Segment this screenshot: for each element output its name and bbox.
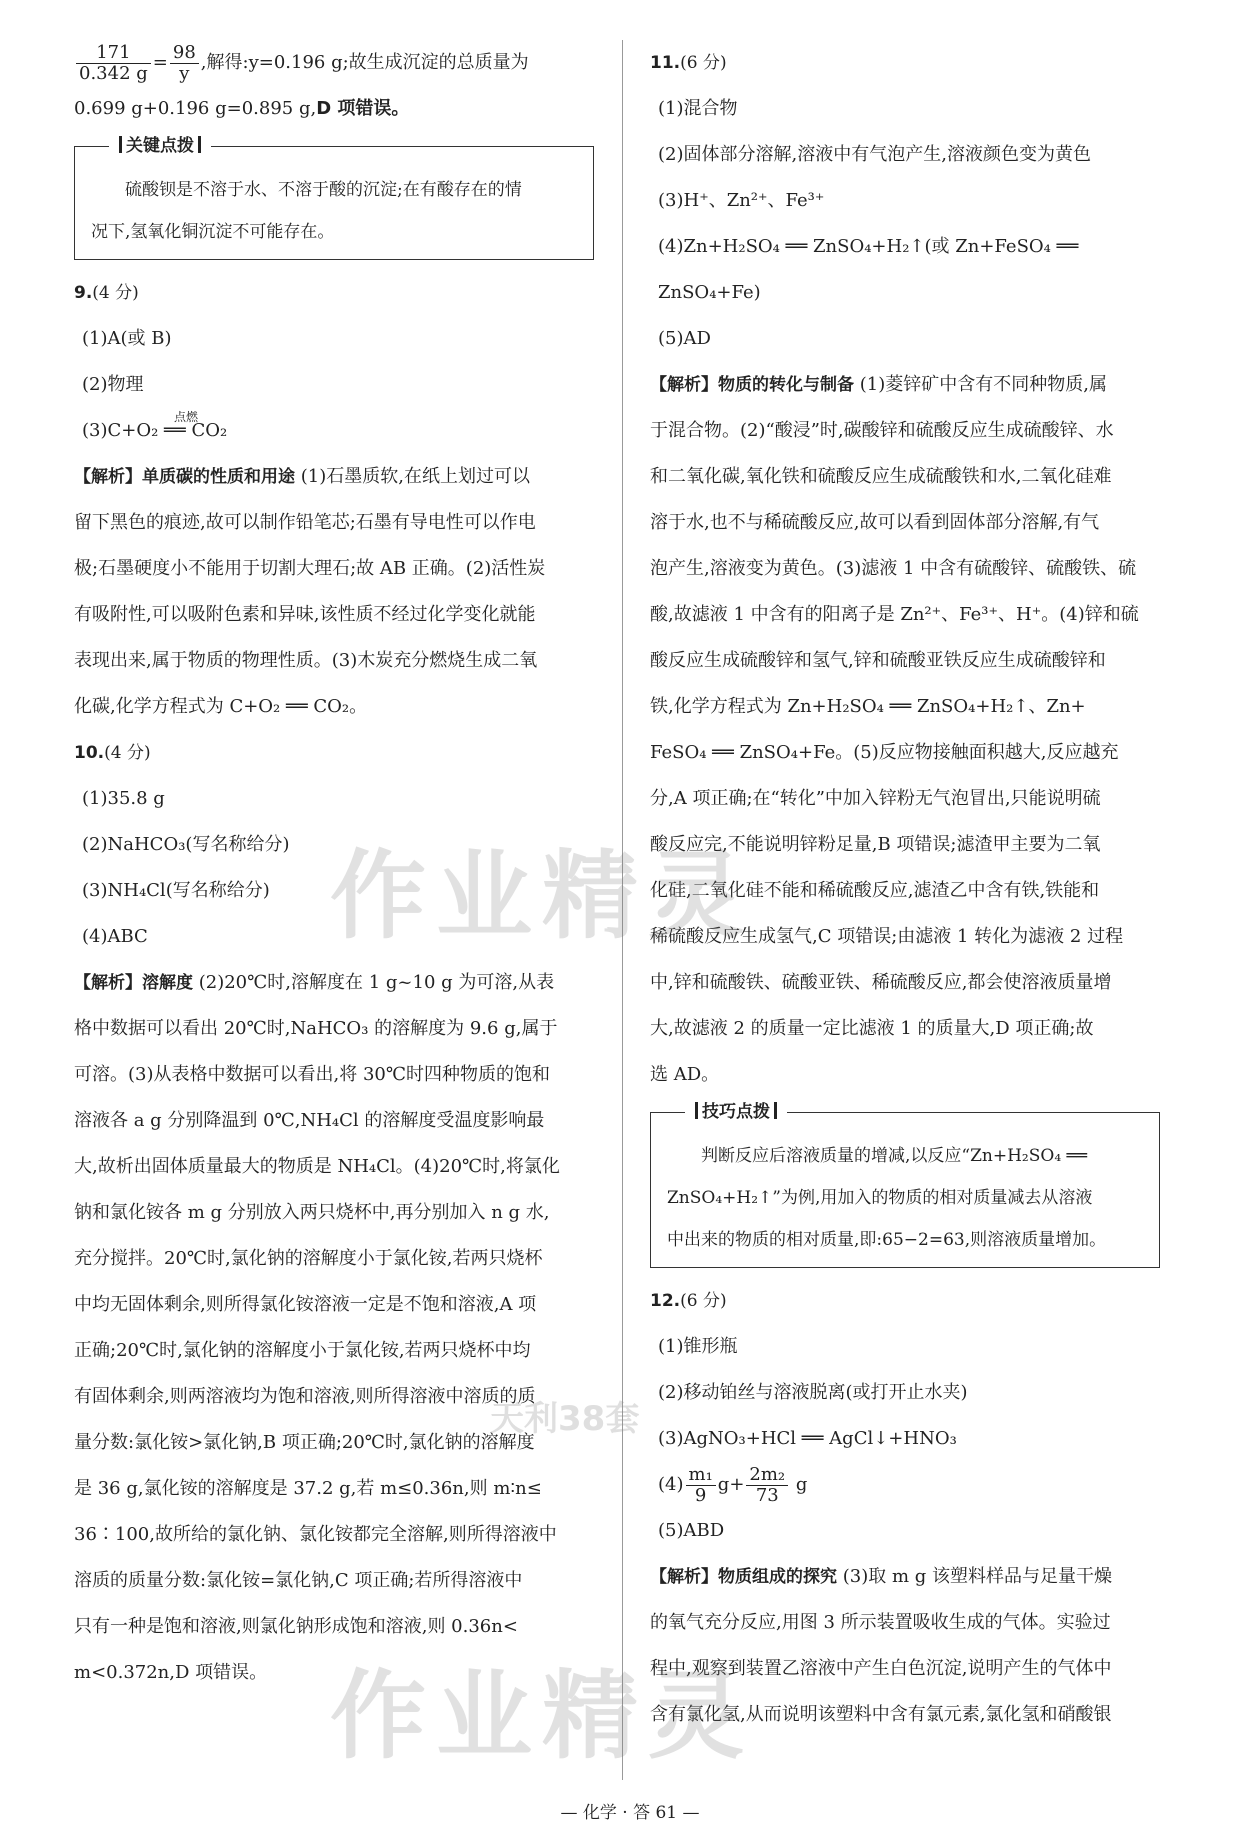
tip-box: 技巧点拨 判断反应后溶液质量的增减,以反应“Zn+H₂SO₄ ══ ZnSO₄+H₂↑”为例,用加入的物质的相对质量减去从溶液 中出来的物质的相对质量,即:65−2=63,则溶液质量增加。	[650, 1112, 1160, 1268]
answer-continuation: $\frac{171}{0.342 g}$ = $\frac{98}{y}$ ,解得:y=0.196 g;故生成沉淀的总质量为	[74, 40, 594, 86]
watermark: 作业精灵	[330, 840, 754, 952]
question-12-header: 12.(6 分)	[650, 1291, 727, 1311]
equation: (3)C+O₂ ══ CO₂ 点燃	[82, 410, 228, 441]
box-title: 关键点拨	[109, 133, 211, 159]
analysis-12: 【解析】物质组成的探究 (3)取 m g 该塑料样品与足量干燥	[650, 1566, 1112, 1587]
svg-text:天利38套: 天利38套	[490, 1399, 640, 1439]
right-column: 11.(6 分) (1)混合物 (2)固体部分溶解,溶液中有气泡产生,溶液颜色变为黄色 (3)H⁺、Zn²⁺、Fe³⁺ (4)Zn+H₂SO₄ ══ ZnSO₄+H₂↑(或 Zn+FeSO₄ ══ ZnSO₄+Fe) (5)AD 【解析】物质的转化与制备 (1)菱锌矿中含有不同种物质,属 于混合物。(2)“酸浸”时,碳酸锌和硫酸反应生成硫酸锌、水 和二氧化碳,氧化铁和硫酸反应生成硫酸铁和水,二氧化硅难 溶于水,也不与稀硫酸反应,故可以看到固体部分溶解,有气 泡产生,溶液变为黄色。(3)滤液 1 中含有硫酸锌、硫酸铁、硫 酸,故滤液 1 中含有的阳离子是 Zn²⁺、Fe³⁺、H⁺。(4)锌和硫 酸反应生成硫酸锌和氢气,锌和硫酸亚铁反应生成硫酸锌和 铁,化学方程式为 Zn+H₂SO₄ ══ ZnSO₄+H₂↑、Zn+ FeSO₄ ══ ZnSO₄+Fe。(5)反应物接触面积越大,反应越充 分,A 项正确;在“转化”中加入锌粉无气泡冒出,只能说明硫 酸反应完,不能说明锌粉足量,B 项错误;滤渣甲主要为二氧 化硅,二氧化硅不能和稀硫酸反应,滤渣乙中含有铁,铁能和 稀硫酸反应生成氢气,C 项错误;由滤液 1 转化为滤液 2 过程 中,锌和硫酸铁、硫酸亚铁、稀硫酸反应,都会使溶液质量增 大,故滤液 2 的质量一定比滤液 1 的质量大,D 项正确;故 选 AD。 技巧点拨 判断反应后溶液质量的增减,以反应“Zn+H₂SO₄ ══ ZnSO₄+H₂↑”为例,用加入的物质的相对质量减去从溶液 中出来的物质的相对质量,即:65−2=63,则溶液质量增加。 12.(6 分) (1)锥形瓶 (2)移动铂丝与溶液脱离(或打开止水夹) (3)AgNO₃+HCl ══ AgCl↓+HNO₃ (4) $\frac{\text{m₁}}{9}$ g+ $\frac{\text{2m₂}}{73}$ g (5)ABD 【解析】物质组成的探究 (3)取 m g 该塑料样品与足量干燥 的氧气充分反应,用图 3 所示装置吸收生成的气体。实验过 程中,观察到装置乙溶液中产生白色沉淀,说明产生的气体中 含有氯化氢,从而说明该塑料中含有氯元素,氯化氢和硝酸银	[650, 40, 1160, 1738]
analysis-10: 【解析】溶解度 (2)20℃时,溶解度在 1 g~10 g 为可溶,从表	[74, 972, 555, 993]
fraction: $\frac{\text{2m₂}}{73}$	[746, 1465, 788, 1506]
box-title: 技巧点拨	[685, 1099, 787, 1125]
question-10-header: 10.(4 分)	[74, 743, 151, 763]
answer-fraction: (4) $\frac{\text{m₁}}{9}$ g+ $\frac{\text{2m₂}}{73}$ g	[658, 1463, 808, 1506]
analysis-9: 【解析】单质碳的性质和用途 (1)石墨质软,在纸上划过可以	[74, 466, 530, 487]
question-9-header: 9.(4 分)	[74, 283, 139, 303]
publisher-logo	[480, 1360, 710, 1470]
fraction: $\frac{171}{0.342 g}$	[76, 43, 151, 84]
analysis-11: 【解析】物质的转化与制备 (1)菱锌矿中含有不同种物质,属	[650, 374, 1107, 395]
answer-continuation-2: 0.699 g+0.196 g=0.895 g,D 项错误。	[74, 98, 410, 119]
left-column: $\frac{171}{0.342 g}$ = $\frac{98}{y}$ ,解得:y=0.196 g;故生成沉淀的总质量为 0.699 g+0.196 g=0.895 g,D 项错误。 关键点拨 硫酸钡是不溶于水、不溶于酸的沉淀;在有酸存在的情 况下,氢氧化铜沉淀不可能存在。 9.(4 分) (1)A(或 B) (2)物理 (3)C+O₂ ══ CO₂ 点燃 【解析】单质碳的性质和用途 (1)石墨质软,在纸上划过可以 留下黑色的痕迹,故可以制作铅笔芯;石墨有导电性可以作电 极;石墨硬度小不能用于切割大理石;故 AB 正确。(2)活性炭 有吸附性,可以吸附色素和异味,该性质不经过化学变化就能 表现出来,属于物质的物理性质。(3)木炭充分燃烧生成二氧 化碳,化学方程式为 C+O₂ ══ CO₂。 10.(4 分) (1)35.8 g (2)NaHCO₃(写名称给分) (3)NH₄Cl(写名称给分) (4)ABC 【解析】溶解度 (2)20℃时,溶解度在 1 g~10 g 为可溶,从表 格中数据可以看出 20℃时,NaHCO₃ 的溶解度为 9.6 g,属于 可溶。(3)从表格中数据可以看出,将 30℃时四种物质的饱和 溶液各 a g 分别降温到 0℃,NH₄Cl 的溶解度受温度影响最 大,故析出固体质量最大的物质是 NH₄Cl。(4)20℃时,将氯化 钠和氯化铵各 m g 分别放入两只烧杯中,再分别加入 n g 水, 充分搅拌。20℃时,氯化钠的溶解度小于氯化铵,若两只烧杯 中均无固体剩余,则所得氯化铵溶液一定是不饱和溶液,A 项 正确;20℃时,氯化钠的溶解度小于氯化铵,若两只烧杯中均 有固体剩余,则两溶液均为饱和溶液,则所得溶液中溶质的质 量分数:氯化铵>氯化钠,B 项正确;20℃时,氯化钠的溶解度 是 36 g,氯化铵的溶解度是 37.2 g,若 m≤0.36n,则 m∶n≤ 36∶100,故所给的氯化钠、氯化铵都完全溶解,则所得溶液中 溶质的质量分数:氯化铵=氯化钠,C 项正确;若所得溶液中 只有一种是饱和溶液,则氯化钠形成饱和溶液,则 0.36n< m<0.372n,D 项错误。	[74, 40, 594, 1696]
watermark: 作业精灵	[330, 1660, 754, 1772]
question-11-header: 11.(6 分)	[650, 53, 727, 73]
page-footer: — 化学 · 答 61 —	[560, 1803, 700, 1823]
fraction: $\frac{\text{m₁}}{9}$	[686, 1465, 716, 1506]
fraction: $\frac{98}{y}$	[170, 43, 199, 84]
key-point-box: 关键点拨 硫酸钡是不溶于水、不溶于酸的沉淀;在有酸存在的情 况下,氢氧化铜沉淀不可能存在。	[74, 146, 594, 260]
